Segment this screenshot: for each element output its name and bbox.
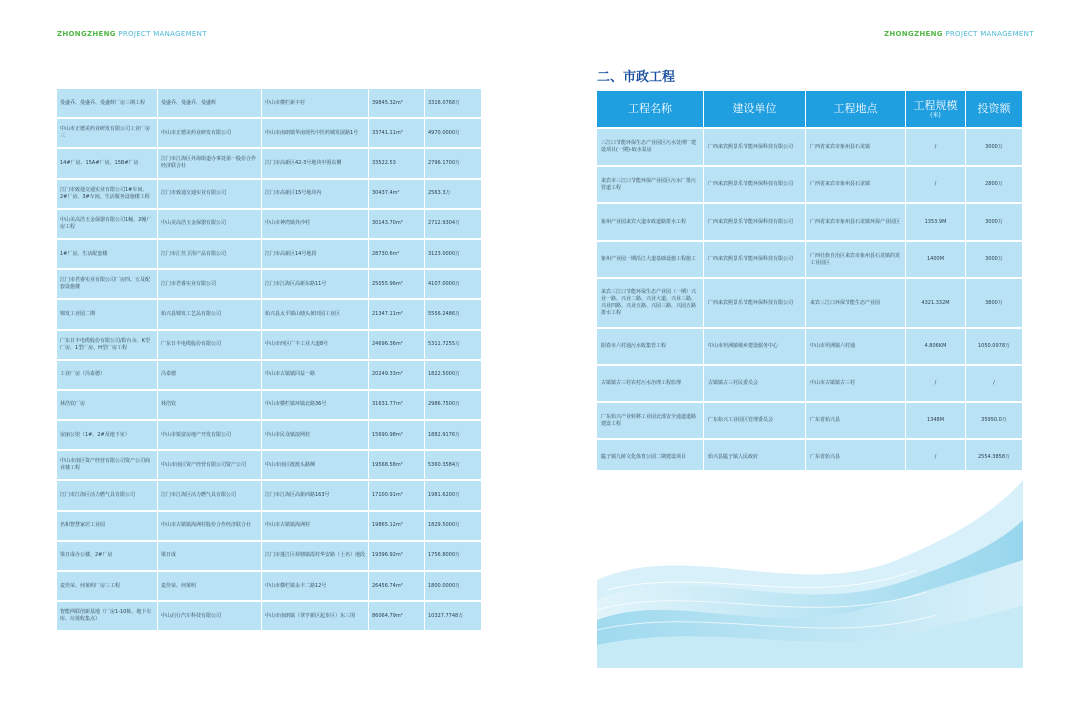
table-cell: 15690.98m² — [369, 421, 425, 451]
table-cell: 4107.0000万 — [425, 270, 482, 300]
table-row — [57, 602, 482, 632]
table-row — [597, 129, 1023, 167]
wave-decoration — [597, 470, 1023, 668]
table-cell: 5556.2486万 — [425, 300, 482, 330]
table-cell: 19865.12m² — [369, 512, 425, 542]
table-cell: 3000万 — [966, 129, 1023, 167]
table-cell: 江门市蓬江区荷塘镇霞村华安路（土名）地段 — [262, 542, 369, 572]
table-cell: 始兴县锦发工艺品有限公司 — [158, 300, 262, 330]
table-cell: 始兴县太平镇山塘头黄田园工业区 — [262, 300, 369, 330]
table-cell: 中山市古镇镇同益一路 — [262, 361, 369, 391]
table-cell: 2986.7500万 — [425, 391, 482, 421]
table-cell: 中山市神湾镇外沙村 — [262, 210, 369, 240]
table-row — [57, 149, 482, 179]
table-cell: 古镇镇古三村农村污水治理工程监理 — [597, 366, 704, 403]
table-cell: 中山市南区资产经营有限公司资产公司 — [158, 451, 262, 481]
table-cell: 广东省始兴县 — [806, 403, 906, 440]
table-cell: 中山市坦洲镇六村通 — [806, 329, 906, 366]
table-cell: 3123.0000万 — [425, 240, 482, 270]
section-title: 二、市政工程 — [597, 70, 676, 85]
table-row — [57, 361, 482, 391]
table-row — [57, 119, 482, 149]
table-cell: 3316.0768万 — [425, 89, 482, 119]
table-cell: 39845.32m² — [369, 89, 425, 119]
table-cell: 1353.9M — [906, 204, 966, 242]
table-cell: 隘子镇九龄文化体育公园二期建设项目 — [597, 440, 704, 477]
table-cell: 3000万 — [966, 242, 1023, 279]
table-cell: 广西来宾熙景乐节能环保科技有限公司 — [704, 129, 806, 167]
table-cell: 19568.58m² — [369, 451, 425, 481]
table-row — [57, 240, 482, 270]
table-row — [597, 366, 1023, 403]
right-table-body — [597, 129, 1023, 477]
table-cell: 25055.96m² — [369, 270, 425, 300]
table-cell: 4.806KM — [906, 329, 966, 366]
table-cell: 梁日成 — [158, 542, 262, 572]
table-cell: 28730.6m² — [369, 240, 425, 270]
table-cell: 梁日成办公楼、2#厂房 — [57, 542, 158, 572]
table-cell: 江门市江海区外海街道办事处第一股份合作经济联合社 — [158, 149, 262, 179]
table-cell: 4970.0000万 — [425, 119, 482, 149]
table-cell: 1#厂房、生活配套楼 — [57, 240, 158, 270]
header-scale — [906, 91, 966, 129]
table-cell: 1981.6200万 — [425, 481, 482, 511]
table-cell: 3000万 — [966, 204, 1023, 242]
table-cell: / — [906, 366, 966, 403]
table-header-row — [597, 91, 1023, 129]
table-cell: 广东日丰电缆股份有限公司 — [158, 331, 262, 361]
table-row — [57, 331, 482, 361]
table-cell: 曼盛乔、曼盛乔、曼盛辉 — [158, 89, 262, 119]
table-row — [597, 279, 1023, 329]
table-cell: 14#厂房、15A#厂房、15B#厂房 — [57, 149, 158, 179]
table-cell: 江门市高新区15号地块内 — [262, 180, 369, 210]
table-cell: 30143.70m² — [369, 210, 425, 240]
table-cell: 2712.9304万 — [425, 210, 482, 240]
header-location: 工程地点 — [806, 91, 906, 129]
table-cell: 阳春市六村通污水收集管工程 — [597, 329, 704, 366]
table-cell: 中山美高浩玉金保器有限公司1幢、2幢厂房工程 — [57, 210, 158, 240]
table-cell: 古镇镇古三村民委员会 — [704, 366, 806, 403]
table-cell: 江门市江海区高新西路163号 — [262, 481, 369, 511]
table-cell: / — [906, 167, 966, 204]
table-cell: 江门市江海区高新东路11号 — [262, 270, 369, 300]
table-row — [57, 89, 482, 119]
table-cell: 广东始兴工业园区管理委员会 — [704, 403, 806, 440]
table-cell: 中山市横栏镇永丰二路12号 — [262, 572, 369, 602]
header-investment: 投资额 — [966, 91, 1023, 129]
table-cell: 10327.7748万 — [425, 602, 482, 632]
table-row — [57, 421, 482, 451]
header-scale-label: 工程规模 — [913, 98, 958, 112]
table-cell: 来宾市三江口节能环保产业园区污水厂排污管道工程 — [597, 167, 704, 204]
table-cell: / — [906, 440, 966, 477]
header-scale-unit: (米) — [930, 111, 941, 119]
table-cell: 江门市致通交通实业有限公司 — [158, 180, 262, 210]
table-cell: 31631.77m² — [369, 391, 425, 421]
table-cell: 5360.3584万 — [425, 451, 482, 481]
table-cell: 中山市正德美药业研发有限公司工业厂房三 — [57, 119, 158, 149]
table-cell: 1756.8000万 — [425, 542, 482, 572]
table-cell: 20249.33m² — [369, 361, 425, 391]
table-cell: 中山市古镇镇古三村 — [806, 366, 906, 403]
table-cell: 中山启行汽车科技有限公司 — [158, 602, 262, 632]
table-row — [57, 512, 482, 542]
table-cell: 35950.0万 — [966, 403, 1023, 440]
table-cell: 中山市古镇镇海洲村股份合作经济联合社 — [158, 512, 262, 542]
construction-projects-table — [57, 89, 482, 632]
table-cell: 工业厂房（冯泰德） — [57, 361, 158, 391]
table-row — [57, 391, 482, 421]
table-cell: 中山市横栏镇环镇北路36号 — [262, 391, 369, 421]
table-cell: 广西壮族自治区来宾市象州县石龙镇的龙工业园区 — [806, 242, 906, 279]
table-cell: 江门市君睿实业有限公司厂房四、五及配套设施楼 — [57, 270, 158, 300]
table-cell: 广东日丰电缆股份有限公司/阳台余、K型厂房、1型厂房、H型厂房工程 — [57, 331, 158, 361]
table-cell: 17100.91m² — [369, 481, 425, 511]
table-cell: 曼盛乔、曼盛乔、曼盛辉厂房三期工程 — [57, 89, 158, 119]
table-cell: 86064.79m² — [369, 602, 425, 632]
table-row — [597, 167, 1023, 204]
brand-strong: ZHONGZHENG — [884, 30, 943, 38]
brand-left — [57, 30, 207, 38]
table-cell: 21347.11m² — [369, 300, 425, 330]
table-cell: 2796.1700万 — [425, 149, 482, 179]
table-cell: 冯泰德 — [158, 361, 262, 391]
brand-right — [884, 30, 1034, 38]
table-cell: / — [966, 366, 1023, 403]
table-cell: 广西来宾熙景乐节能环保科技有限公司 — [704, 167, 806, 204]
table-cell: 广西来宾熙景乐节能环保科技有限公司 — [704, 204, 806, 242]
table-cell: 1829.5000万 — [425, 512, 482, 542]
municipal-projects-table — [597, 91, 1023, 477]
table-cell: 1348M — [906, 403, 966, 440]
table-cell: 19396.92m² — [369, 542, 425, 572]
table-cell: 象州产业园来宾大道市政道路排水工程 — [597, 204, 704, 242]
table-row — [57, 451, 482, 481]
brand-rest: PROJECT MANAGEMENT — [118, 30, 207, 38]
table-cell: 中山市南朗镇华南现代中医药城发展路1号 — [262, 119, 369, 149]
table-cell: 1050.0978万 — [966, 329, 1023, 366]
table-cell: 麦佳荣、何莱明厂房三工程 — [57, 572, 158, 602]
table-row — [57, 270, 482, 300]
table-cell: 锦发工业园二期 — [57, 300, 158, 330]
table-cell: 智能网联创新基地（厂房1-10栋、地下车库、垃圾收集点） — [57, 602, 158, 632]
table-cell: 广东省始兴县 — [806, 440, 906, 477]
brand-strong: ZHONGZHENG — [57, 30, 116, 38]
table-cell: 广西省来宾市象州县石龙镇 — [806, 129, 906, 167]
table-cell: 广西省来宾市象州县石龙镇环保产业园区 — [806, 204, 906, 242]
table-cell: 1822.5000万 — [425, 361, 482, 391]
table-cell: 5311.7255万 — [425, 331, 482, 361]
table-cell: / — [906, 129, 966, 167]
table-cell: 广西来宾熙景乐节能环保科技有限公司 — [704, 242, 806, 279]
table-cell: 中山市横栏新丰村 — [262, 89, 369, 119]
table-cell: 三江口节能环保生态产业园区污水处理厂建设项目(一期)-取水泵房 — [597, 129, 704, 167]
header-name: 工程名称 — [597, 91, 704, 129]
table-cell: 中山美高浩玉金保器有限公司 — [158, 210, 262, 240]
table-cell: 30437.4m² — [369, 180, 425, 210]
table-cell: 江门市高新区14号地段 — [262, 240, 369, 270]
header-unit: 建设单位 — [704, 91, 806, 129]
table-row — [597, 242, 1023, 279]
table-cell: 3800万 — [966, 279, 1023, 329]
table-cell: 中山市正德美药业研发有限公司 — [158, 119, 262, 149]
table-row — [57, 481, 482, 511]
table-cell: 26456.74m² — [369, 572, 425, 602]
table-cell: 33741.11m² — [369, 119, 425, 149]
table-cell: 广东始兴产业转移工业园北部安全通道道路建设工程 — [597, 403, 704, 440]
table-cell: 广西省来宾市象州县石龙镇 — [806, 167, 906, 204]
table-cell: 象州产业园一期沿江大道基础设施工程施工 — [597, 242, 704, 279]
table-cell: 广西来宾熙景乐节能环保科技有限公司 — [704, 279, 806, 329]
table-cell: 名和智慧家居工业园 — [57, 512, 158, 542]
table-cell: 2554.3858万 — [966, 440, 1023, 477]
table-cell: 始兴县隘子镇人民政府 — [704, 440, 806, 477]
table-cell: 中山市民众镇浪网村 — [262, 421, 369, 451]
table-row — [57, 542, 482, 572]
table-cell: 中山市坦洲镇城乡建设服务中心 — [704, 329, 806, 366]
table-row — [57, 180, 482, 210]
table-cell: 江门市汇佳卫浴产品有限公司 — [158, 240, 262, 270]
table-cell: 2563.3万 — [425, 180, 482, 210]
table-cell: 麦佳荣、何莱明 — [158, 572, 262, 602]
table-cell: 24696.36m² — [369, 331, 425, 361]
table-cell: 2800万 — [966, 167, 1023, 204]
left-table-body — [57, 89, 482, 632]
table-row — [57, 300, 482, 330]
table-cell: 4321.332M — [906, 279, 966, 329]
table-cell: 江门市江海区活力燃气具有限公司 — [57, 481, 158, 511]
table-row — [597, 204, 1023, 242]
brand-rest: PROJECT MANAGEMENT — [945, 30, 1034, 38]
table-cell: 江门市高新区42-3号地块中围东侧 — [262, 149, 369, 179]
table-cell: 江门市君睿实业有限公司 — [158, 270, 262, 300]
table-cell: 中山市南朗镇（翠亨新区起步区）东三围 — [262, 602, 369, 632]
table-cell: 1400M — [906, 242, 966, 279]
table-row — [597, 329, 1023, 366]
table-cell: 中山市西区广丰工业大道8号 — [262, 331, 369, 361]
table-cell: 1800.0000万 — [425, 572, 482, 602]
table-cell: 中山市古镇镇海洲村 — [262, 512, 369, 542]
table-cell: 林浩钦厂房 — [57, 391, 158, 421]
table-cell: 谊丽公馆（1#、2#及地下室） — [57, 421, 158, 451]
table-cell: 江门市致通交通实业有限公司1#车间、2#厂房、3#车间、生活服务设施楼工程 — [57, 180, 158, 210]
table-cell: 1882.9176万 — [425, 421, 482, 451]
table-row — [597, 403, 1023, 440]
table-cell: 林浩钦 — [158, 391, 262, 421]
table-cell: 来宾三江口环保节能生态产业园 — [806, 279, 906, 329]
table-cell: 来宾三江口节能环保生态产业园（一期）兴业一路、兴业二路、兴业大道、兴业三路、兴业四路、兴业五路、兴园三路、兴园五路排水工程 — [597, 279, 704, 329]
table-cell: 中山市南区资产经营有限公司资产公司商业楼工程 — [57, 451, 158, 481]
table-cell: 33522.53 — [369, 149, 425, 179]
table-cell: 中山市南区渡渡头路侧 — [262, 451, 369, 481]
table-row — [57, 210, 482, 240]
table-cell: 江门市江海区活力燃气具有限公司 — [158, 481, 262, 511]
table-row — [57, 572, 482, 602]
table-cell: 中山市锐富房地产开发有限公司 — [158, 421, 262, 451]
